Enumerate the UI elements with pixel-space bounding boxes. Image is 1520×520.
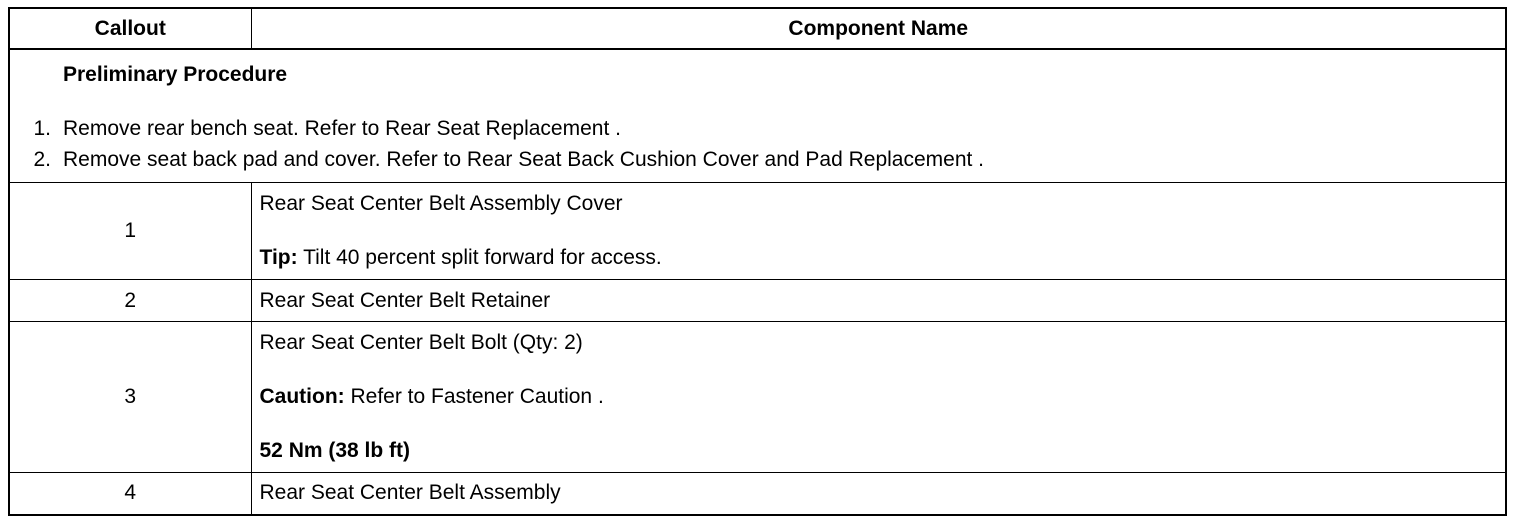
callout-number: 2 bbox=[9, 280, 251, 322]
callout-number: 1 bbox=[9, 183, 251, 280]
component-name: Rear Seat Center Belt Retainer bbox=[259, 288, 551, 312]
torque-spec: 52 Nm (38 lb ft) bbox=[259, 439, 411, 462]
component-cell bbox=[251, 322, 1506, 473]
header-callout: Callout bbox=[9, 8, 251, 49]
preliminary-title: Preliminary Procedure bbox=[63, 63, 288, 86]
table-row bbox=[9, 322, 1506, 473]
step-text: Remove rear bench seat. Refer to Rear Seat Replacement . bbox=[63, 117, 621, 140]
step-number: 2. bbox=[33, 148, 51, 171]
component-name: Rear Seat Center Belt Bolt (Qty: 2) bbox=[259, 331, 583, 354]
component-cell bbox=[251, 473, 1506, 515]
component-cell bbox=[251, 183, 1506, 280]
component-name: Rear Seat Center Belt Assembly bbox=[259, 481, 561, 505]
preliminary-row bbox=[9, 49, 1506, 183]
component-name: Rear Seat Center Belt Assembly Cover bbox=[259, 192, 623, 215]
component-cell bbox=[251, 280, 1506, 322]
preliminary-steps bbox=[10, 117, 1505, 172]
caution-label: Caution: bbox=[259, 385, 345, 408]
preliminary-step bbox=[10, 148, 1505, 172]
tip-label: Tip: bbox=[259, 246, 298, 269]
preliminary-step bbox=[10, 117, 1505, 141]
table-row bbox=[9, 473, 1506, 515]
caution-note bbox=[260, 385, 1498, 409]
table-row bbox=[9, 280, 1506, 322]
callout-number: 4 bbox=[9, 473, 251, 515]
step-text: Remove seat back pad and cover. Refer to Rear Seat Back Cushion Cover and Pad Replacement . bbox=[63, 148, 985, 171]
table-row bbox=[9, 183, 1506, 280]
caution-text: Refer to Fastener Caution . bbox=[344, 385, 604, 408]
callout-number: 3 bbox=[9, 322, 251, 473]
preliminary-procedure bbox=[9, 49, 1506, 183]
step-number: 1. bbox=[33, 117, 51, 140]
header-row bbox=[9, 8, 1506, 49]
tip-text: Tilt 40 percent split forward for access. bbox=[297, 246, 662, 269]
component-table bbox=[8, 7, 1507, 516]
tip-note bbox=[260, 246, 1498, 270]
header-component-name: Component Name bbox=[251, 8, 1506, 49]
